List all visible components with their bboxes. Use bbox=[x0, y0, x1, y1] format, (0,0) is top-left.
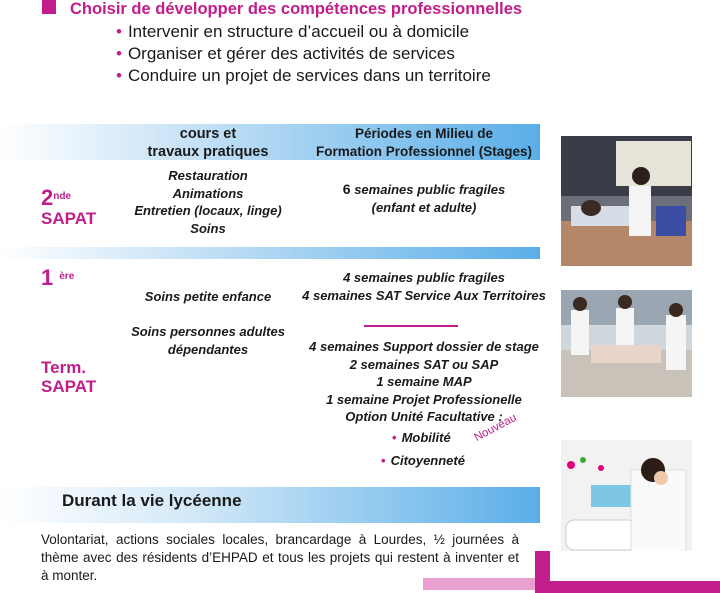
terminale-courses: Soins personnes adultes dépendantes bbox=[131, 324, 285, 357]
bullet-icon: • bbox=[116, 44, 122, 63]
skills-list bbox=[116, 21, 491, 87]
photo-classroom bbox=[561, 290, 692, 397]
column-header-stages: Périodes en Milieu de Formation Professionnel (Stages) bbox=[315, 126, 533, 159]
lycee-title: Durant la vie lycéenne bbox=[62, 491, 242, 510]
seconde-courses: Restauration Animations Entretien (locaux, linge) Soins bbox=[134, 168, 282, 236]
list-item: • Conduire un projet de services dans un territoire bbox=[116, 66, 491, 85]
photo-care-training bbox=[561, 136, 692, 266]
list-item: • Intervenir en structure d’accueil ou à domicile bbox=[116, 22, 470, 41]
bullet-icon: • bbox=[381, 453, 386, 468]
decorative-bar bbox=[423, 578, 539, 590]
list-item: • Organiser et gérer des activités de services bbox=[116, 44, 455, 63]
decorative-corner-inner bbox=[550, 551, 720, 581]
section-heading: Choisir de développer des compétences professionnelles bbox=[70, 0, 523, 18]
bullet-icon: • bbox=[392, 430, 397, 445]
heading-marker bbox=[42, 0, 56, 14]
terminale-stages: 4 semaines Support dossier de stage 2 semaines SAT ou SAP 1 semaine MAP 1 semaine Projet Professionelle Option Unité Facultative : bbox=[309, 339, 539, 424]
premiere-stages: 4 semaines public fragiles 4 semaines SAT Service Aux Territoires bbox=[302, 270, 546, 303]
bullet-icon: • bbox=[116, 22, 122, 41]
option-item: • Citoyenneté bbox=[381, 453, 465, 468]
level-seconde: 2nde SAPAT bbox=[41, 185, 97, 228]
photo-baby-bath bbox=[561, 440, 692, 568]
level-premiere: 1 $^{ère}$ bbox=[41, 265, 75, 290]
level-terminale: Term. SAPAT bbox=[41, 358, 97, 396]
premiere-courses: Soins petite enfance bbox=[144, 289, 272, 304]
lycee-text: Volontariat, actions sociales locales, brancardage à Lourdes, ½ journées à thème avec des résidents d’EHPAD et tous les projets qui restent à inventer et à monter. bbox=[41, 532, 519, 583]
bullet-icon: • bbox=[116, 66, 122, 85]
divider bbox=[364, 325, 458, 327]
row-separator-band bbox=[0, 247, 540, 259]
new-badge: Nouveau bbox=[472, 411, 519, 444]
column-header-courses: cours et travaux pratiques bbox=[147, 126, 269, 160]
seconde-stages: 6 semaines public fragiles (enfant et adulte) bbox=[342, 181, 506, 215]
option-item: • Mobilité bbox=[392, 430, 451, 445]
